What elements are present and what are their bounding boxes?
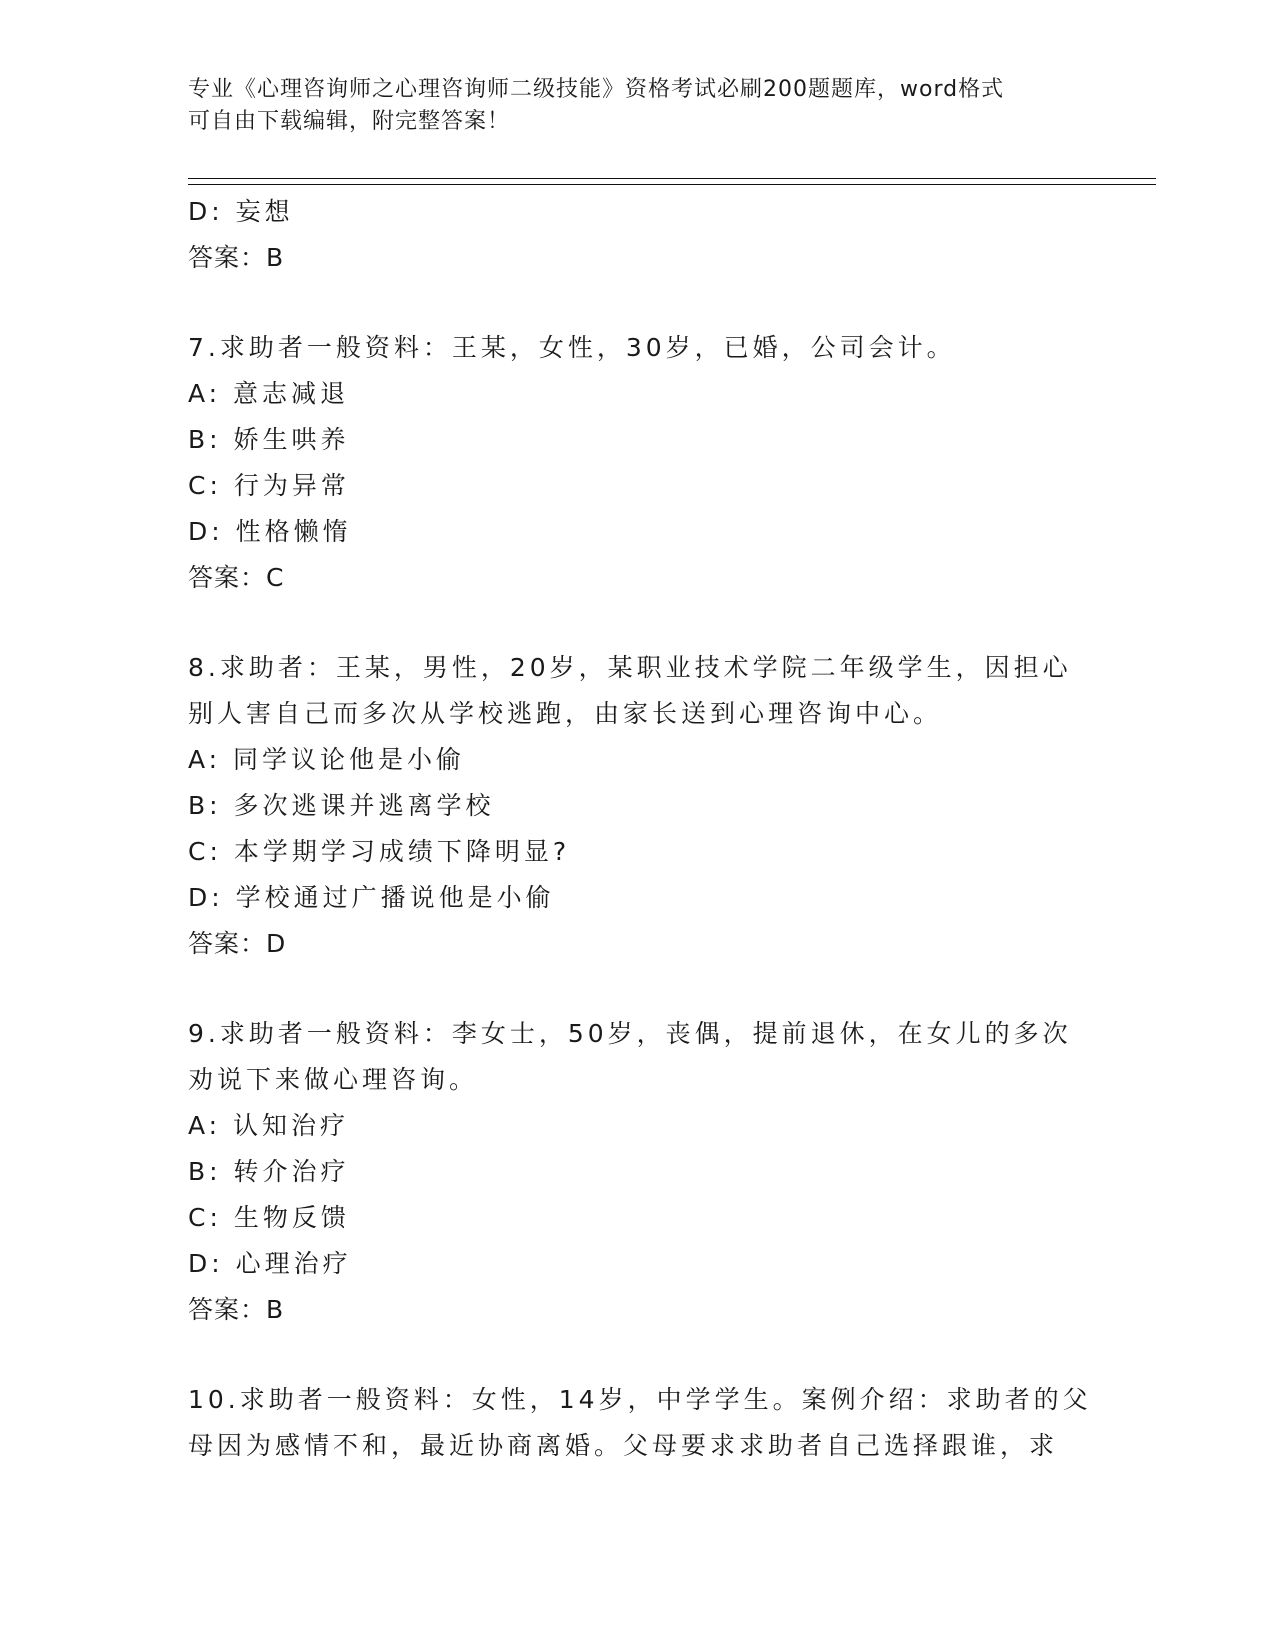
answer-line: 答案：B (188, 1295, 285, 1324)
option-c: C: 生物反馈 (188, 1203, 350, 1232)
option-b: B: 娇生哄养 (188, 425, 350, 454)
option-d: D: 学校通过广播说他是小偷 (188, 883, 555, 912)
option-a: A: 同学议论他是小偷 (188, 745, 466, 774)
spacer (188, 967, 1088, 1011)
spacer (188, 281, 1088, 325)
option-b: B: 多次逃课并逃离学校 (188, 791, 495, 820)
question-list (188, 189, 1092, 1469)
header-rule-bottom (188, 184, 1156, 185)
question-stem: 8.求助者：王某，男性，20岁，某职业技术学院二年级学生，因担心 (188, 653, 1072, 682)
question-9 (188, 1011, 1088, 1333)
question-stem: 10.求助者一般资料：女性，14岁，中学学生。案例介绍：求助者的父 (188, 1385, 1092, 1414)
question-stem-continued: 母因为感情不和，最近协商离婚。父母要求求助者自己选择跟谁，求 (188, 1431, 1059, 1460)
question-7 (188, 325, 1088, 601)
question-stem-continued: 劝说下来做心理咨询。 (188, 1065, 479, 1094)
option-d: D: 性格懒惰 (188, 517, 352, 546)
header-rule-top (188, 178, 1156, 179)
spacer (188, 1333, 1088, 1377)
option-b: B: 转介治疗 (188, 1157, 350, 1186)
question-8 (188, 645, 1088, 967)
question-6-tail (188, 189, 1088, 281)
option-a: A: 认知治疗 (188, 1111, 350, 1140)
question-stem-continued: 别人害自己而多次从学校逃跑，由家长送到心理咨询中心。 (188, 699, 943, 728)
question-stem: 9.求助者一般资料：李女士，50岁，丧偶，提前退休，在女儿的多次 (188, 1019, 1072, 1048)
option-d: D: 妄想 (188, 197, 294, 226)
header-line-2: 可自由下载编辑，附完整答案！ (188, 109, 511, 134)
answer-line: 答案：B (188, 243, 285, 272)
answer-line: 答案：D (188, 929, 287, 958)
option-d: D: 心理治疗 (188, 1249, 352, 1278)
question-stem: 7.求助者一般资料：王某，女性，30岁，已婚，公司会计。 (188, 333, 956, 362)
option-c: C: 行为异常 (188, 471, 350, 500)
answer-line: 答案：C (188, 563, 285, 592)
question-10 (188, 1377, 1092, 1469)
spacer (188, 601, 1088, 645)
option-c: C: 本学期学习成绩下降明显? (188, 837, 571, 866)
page-header (188, 74, 1068, 138)
header-line-1: 专业《心理咨询师之心理咨询师二级技能》资格考试必刷200题题库，word格式 (188, 77, 1005, 102)
option-a: A: 意志减退 (188, 379, 350, 408)
